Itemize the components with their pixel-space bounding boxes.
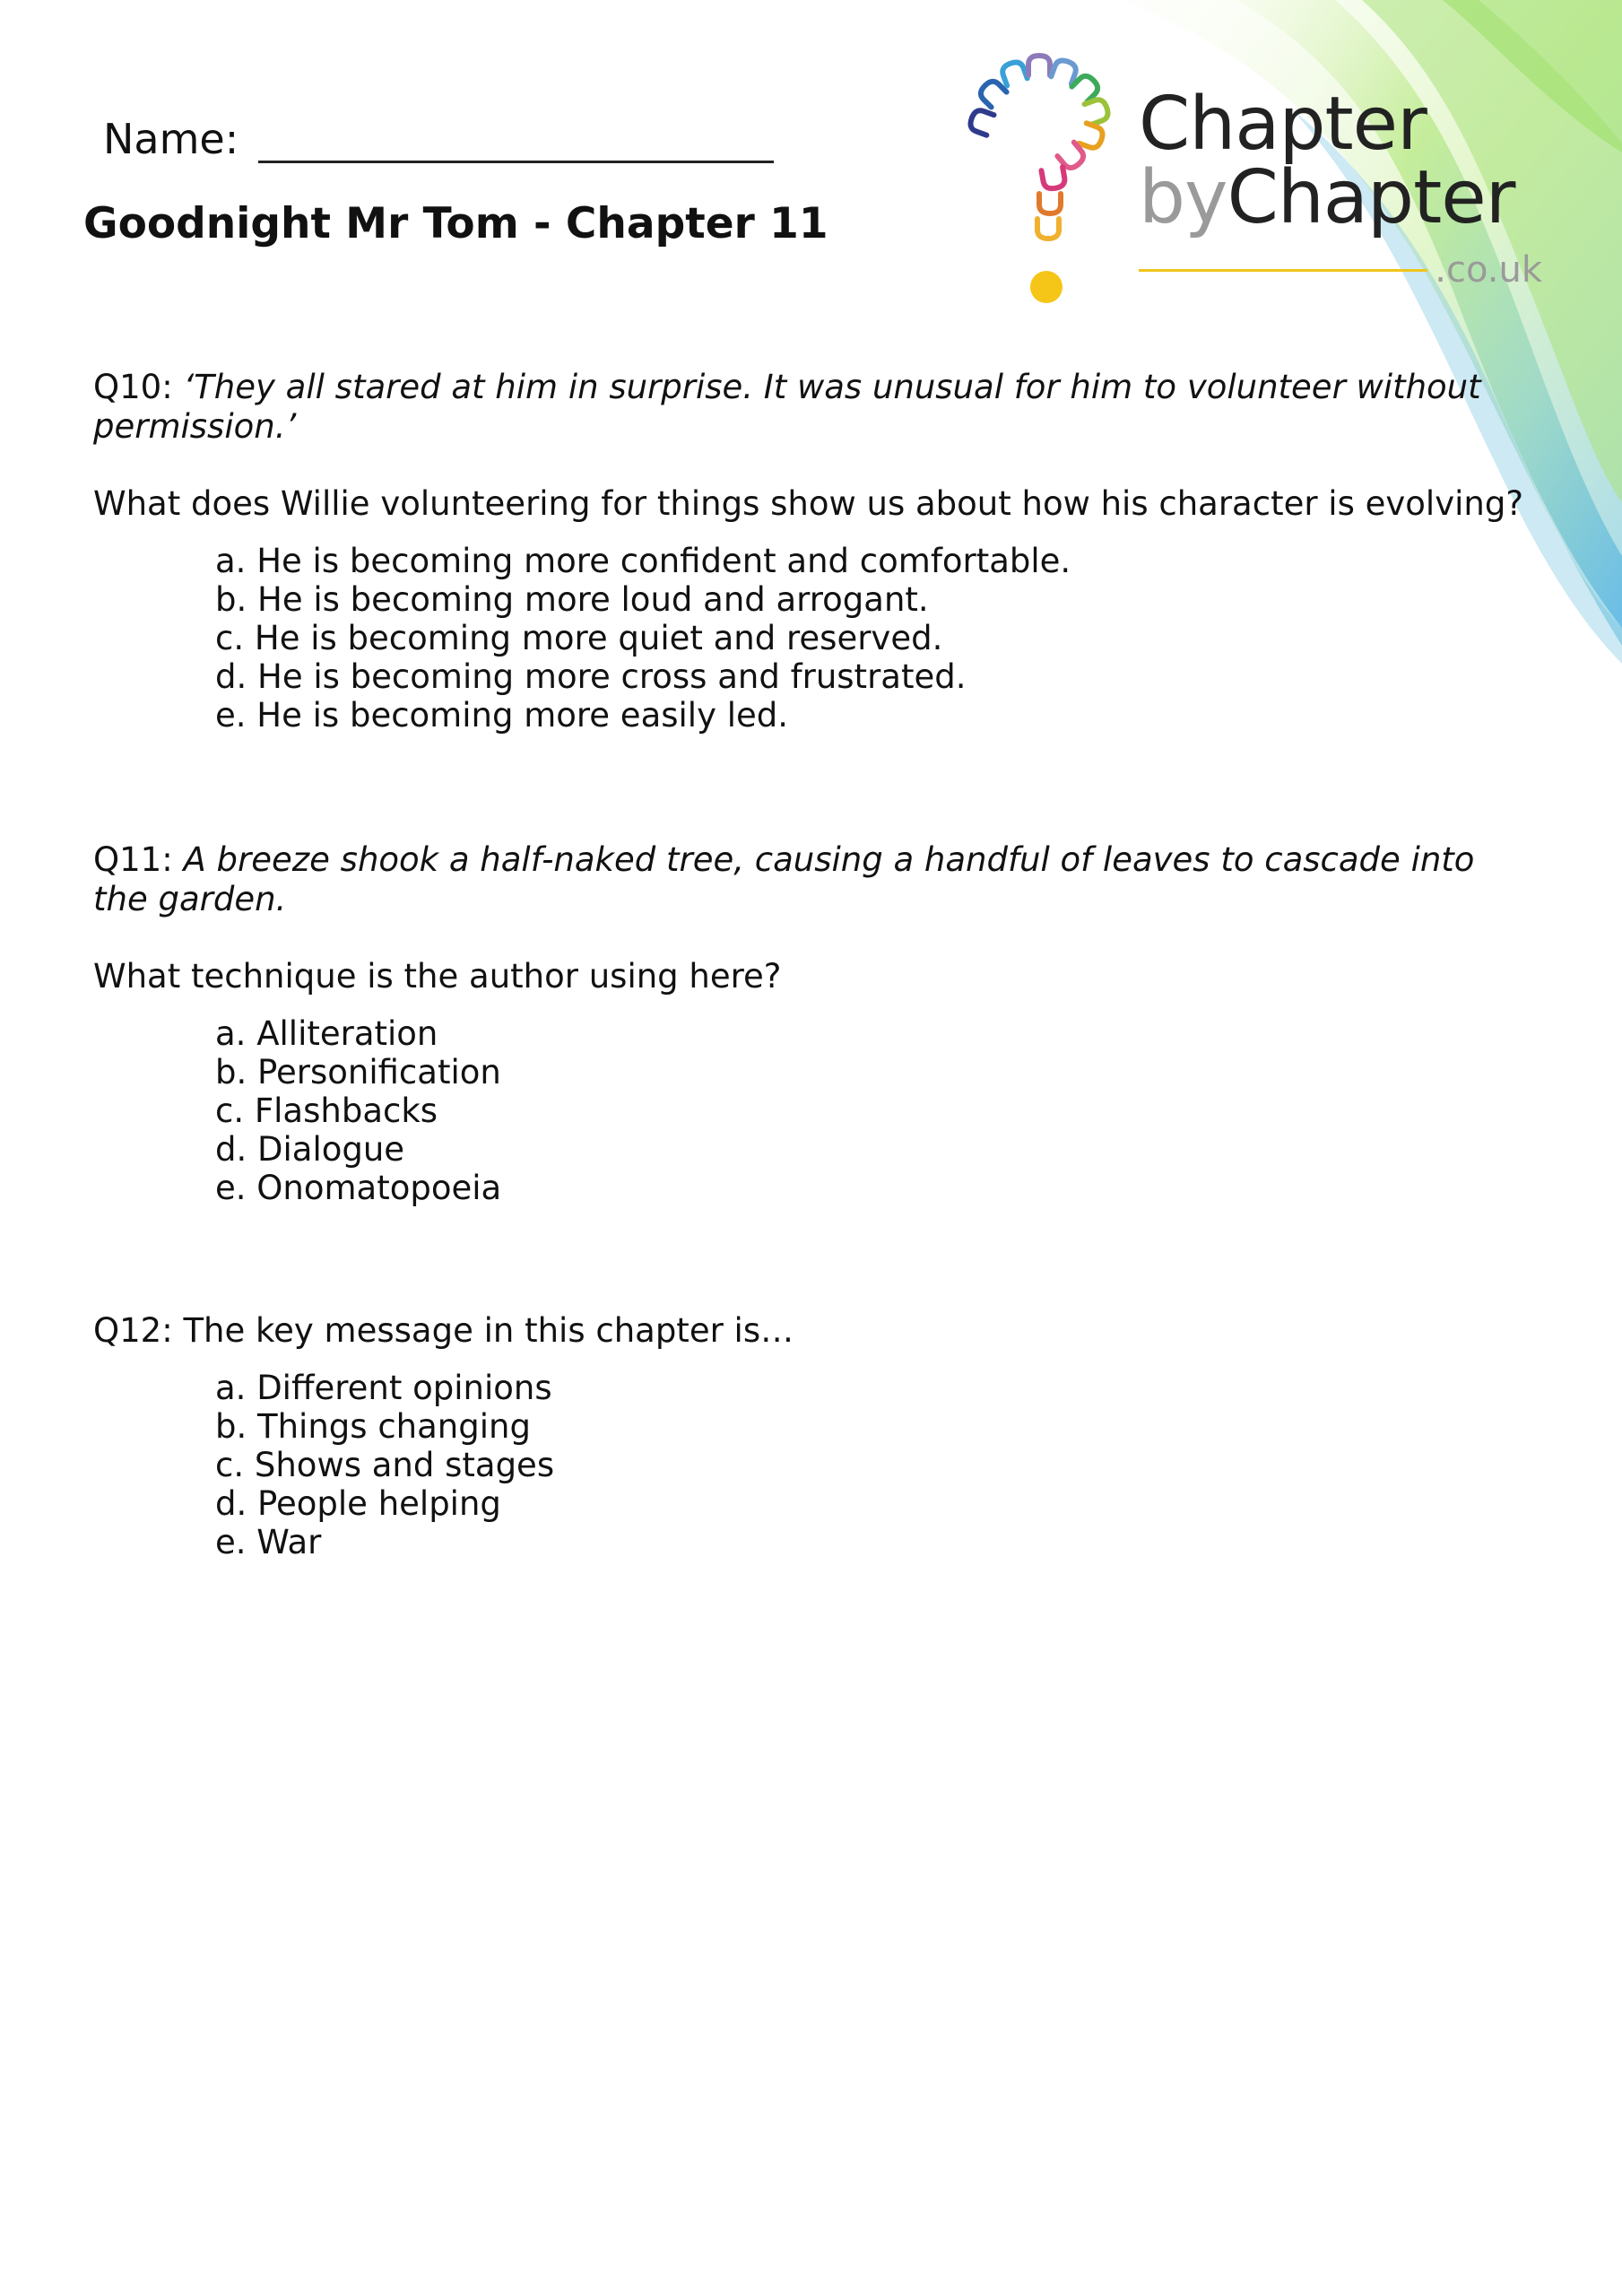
book-arch-icon — [1037, 219, 1059, 239]
option-a[interactable]: a. Different opinions — [215, 1369, 552, 1407]
option-e[interactable]: e. War — [215, 1523, 322, 1561]
book-arch-icon — [1041, 167, 1065, 190]
logo-underline — [1139, 269, 1427, 272]
logo-domain-row — [1139, 249, 1542, 291]
name-blank-line[interactable] — [258, 117, 774, 163]
logo-word-by: by — [1139, 155, 1227, 240]
question-12-options — [215, 1369, 1528, 1561]
book-arch-icon — [968, 109, 994, 135]
question-10-prompt: What does Willie volunteering for things show us about how his character is evolving? — [93, 484, 1523, 523]
option-c[interactable]: c. He is becoming more quiet and reserved. — [215, 619, 943, 657]
option-e[interactable]: e. Onomatopoeia — [215, 1169, 502, 1207]
question-10-number: Q10: — [93, 368, 173, 406]
question-11-quote: A breeze shook a half-naked tree, causing a handful of leaves to cascade into the garden. — [93, 840, 1475, 918]
logo-word-chapter-2: Chapter — [1227, 155, 1515, 240]
question-12-text: The key message in this chapter is… — [183, 1311, 794, 1350]
book-arch-icon — [977, 78, 1007, 108]
question-10 — [93, 368, 1528, 735]
option-d[interactable]: d. He is becoming more cross and frustrated. — [215, 657, 967, 696]
question-11-options — [215, 1014, 1528, 1207]
option-a[interactable]: a. He is becoming more confident and comfortable. — [215, 542, 1071, 580]
logo-word-by-chapter — [1139, 155, 1515, 240]
book-arch-icon — [1051, 58, 1078, 84]
question-10-quote-line — [93, 368, 1528, 447]
book-arch-icon — [1079, 123, 1105, 150]
option-c[interactable]: c. Flashbacks — [215, 1091, 438, 1130]
chapter-by-chapter-logo — [964, 52, 1556, 312]
option-b[interactable]: b. Personification — [215, 1053, 501, 1091]
question-11 — [93, 840, 1528, 1207]
question-11-prompt: What technique is the author using here? — [93, 957, 782, 996]
logo-domain: .co.uk — [1435, 249, 1542, 291]
question-12 — [93, 1311, 1528, 1561]
option-b[interactable]: b. He is becoming more loud and arrogant. — [215, 580, 929, 619]
question-11-number: Q11: — [93, 840, 173, 879]
question-11-quote-line — [93, 840, 1528, 919]
option-d[interactable]: d. Dialogue — [215, 1130, 405, 1169]
book-arch-icon — [1028, 56, 1050, 75]
question-12-line — [93, 1311, 1528, 1351]
name-field[interactable] — [103, 115, 774, 163]
option-d[interactable]: d. People helping — [215, 1484, 501, 1523]
option-a[interactable]: a. Alliteration — [215, 1014, 438, 1053]
question-10-options — [215, 542, 1528, 735]
book-arch-icon — [1039, 194, 1061, 213]
book-arch-icon — [1084, 98, 1110, 125]
name-label: Name: — [103, 115, 239, 163]
question-mark-books-icon — [964, 52, 1143, 312]
question-12-number: Q12: — [93, 1311, 173, 1350]
logo-word-chapter: Chapter — [1139, 82, 1427, 167]
option-c[interactable]: c. Shows and stages — [215, 1446, 555, 1484]
worksheet-title: Goodnight Mr Tom - Chapter 11 — [83, 199, 828, 248]
option-b[interactable]: b. Things changing — [215, 1407, 531, 1446]
option-e[interactable]: e. He is becoming more easily led. — [215, 696, 789, 735]
question-10-quote: ‘They all stared at him in surprise. It was unusual for him to volunteer without permission.’ — [93, 368, 1481, 446]
book-arch-icon — [1001, 60, 1028, 86]
logo-dot-icon — [1030, 271, 1063, 303]
